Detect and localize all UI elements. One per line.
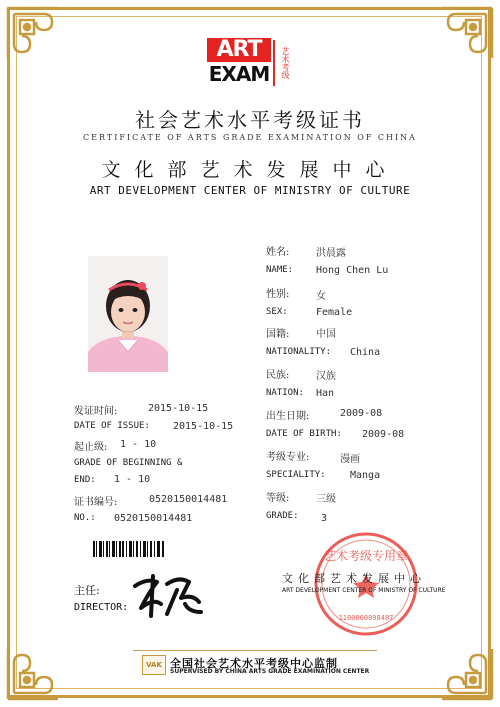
director-en-label: DIRECTOR:	[74, 602, 129, 613]
footer-supervisor-en: SUPERVISED BY CHINA ARTS GRADE EXAMINATION CENTER	[170, 668, 370, 675]
grade-en-label: GRADE:	[266, 511, 299, 521]
corner-ornament	[438, 645, 496, 703]
nation-cn-label: 民族:	[266, 370, 290, 381]
cert-no-en-label: NO.:	[74, 513, 96, 523]
cert-no-en-value: 0520150014481	[114, 513, 193, 524]
start-grade-en-label: GRADE OF BEGINNING &	[74, 458, 183, 468]
issue-date-cn-label: 发证时间:	[74, 406, 118, 417]
grade-cn-label: 等级:	[266, 493, 290, 504]
cert-no-cn-value: 0520150014481	[149, 494, 228, 505]
barcode-image	[93, 541, 165, 557]
seal-org-cn: 文化部艺术发展中心	[282, 572, 426, 585]
speciality-en-value: Manga	[350, 470, 381, 481]
nation-cn-value: 汉族	[316, 371, 336, 382]
art-exam-logo	[207, 38, 295, 90]
corner-ornament	[4, 4, 62, 62]
start-grade-cn-value: 1 - 10	[120, 439, 157, 450]
speciality-cn-value: 漫画	[340, 454, 360, 465]
birth-en-label: DATE OF BIRTH:	[266, 429, 342, 439]
nationality-en-label: NATIONALITY:	[266, 347, 332, 357]
speciality-en-label: SPECIALITY:	[266, 470, 326, 480]
certificate-title-en: CERTIFICATE OF ARTS GRADE EXAMINATION OF CHINA	[83, 133, 417, 142]
grade-en-value: 3	[321, 513, 328, 524]
holder-photo	[88, 256, 168, 372]
nation-en-label: NATION:	[266, 388, 304, 398]
logo-vertical-text: 艺术考级	[273, 40, 291, 86]
start-grade-cn-label: 起止级:	[74, 442, 108, 453]
nationality-cn-label: 国籍:	[266, 329, 290, 340]
corner-ornament	[4, 645, 62, 703]
birth-cn-label: 出生日期:	[266, 411, 310, 422]
corner-ornament	[438, 4, 496, 62]
sex-cn-label: 性别:	[266, 289, 290, 300]
footer-divider	[133, 650, 377, 651]
director-signature	[127, 568, 207, 620]
seal-stamp-text: 艺术考级专用章	[323, 549, 409, 563]
nationality-en-value: China	[350, 347, 381, 358]
sex-cn-value: 女	[316, 291, 326, 302]
issue-date-cn-value: 2015-10-15	[148, 403, 209, 414]
grade-cn-value: 三级	[316, 494, 336, 505]
sex-en-label: SEX:	[266, 307, 288, 317]
start-grade-en-label-end: END:	[74, 475, 96, 485]
name-en-value: Hong Chen Lu	[316, 265, 389, 276]
issue-date-en-value: 2015-10-15	[173, 421, 234, 432]
name-cn-label: 姓名:	[266, 247, 290, 258]
name-en-label: NAME:	[266, 265, 294, 275]
certificate-title-cn: 社会艺术水平考级证书	[135, 108, 365, 132]
sex-en-value: Female	[316, 307, 353, 318]
footer-logo: VAK	[142, 655, 166, 675]
footer-supervisor-cn: 全国社会艺术水平考级中心监制	[170, 657, 338, 670]
speciality-cn-label: 考级专业:	[266, 452, 310, 463]
director-cn-label: 主任:	[74, 584, 100, 597]
organization-name-en: ART DEVELOPMENT CENTER OF MINISTRY OF CULTURE	[89, 184, 411, 197]
start-grade-en-value: 1 - 10	[114, 474, 151, 485]
name-cn-value: 洪晨露	[316, 248, 346, 259]
cert-no-cn-label: 证书编号:	[74, 497, 118, 508]
logo-art-text: ART	[207, 38, 271, 62]
logo-exam-text: EXAM	[208, 62, 270, 86]
birth-cn-value: 2009-08	[340, 408, 383, 419]
issue-date-en-label: DATE OF ISSUE:	[74, 421, 150, 431]
seal-org-en: ART DEVELOPMENT CENTER OF MINISTRY OF CULTURE	[282, 587, 446, 594]
nation-en-value: Han	[316, 388, 335, 399]
nationality-cn-value: 中国	[316, 329, 336, 340]
organization-name-cn: 文化部艺术发展中心	[101, 159, 399, 181]
birth-en-value: 2009-08	[362, 429, 405, 440]
seal-number: 1100000098487	[338, 614, 394, 622]
